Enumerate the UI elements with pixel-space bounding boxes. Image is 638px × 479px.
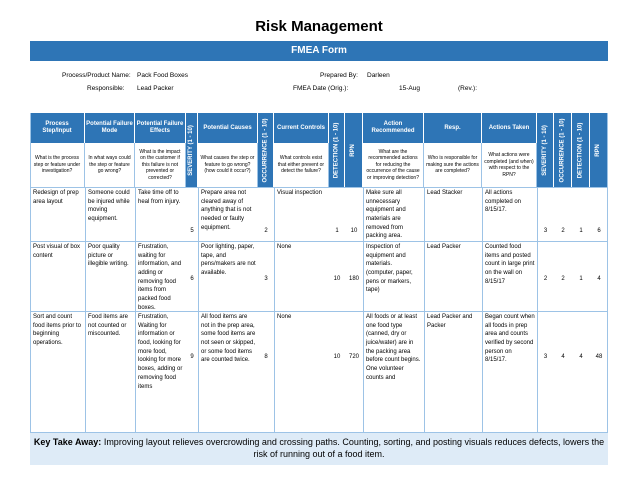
prepared-label: Prepared By: — [320, 72, 358, 79]
row1-mode: Someone could be injured while moving equipment. — [88, 190, 130, 223]
desc-failure-mode: In what ways could the step or feature go wrong? — [85, 143, 135, 187]
row2-resp: Lead Packer — [427, 244, 461, 250]
prepared-value: Darleen — [367, 72, 390, 79]
desc-action-recommended: What are the recommended actions for reducing the occurrence of the cause or improving detection? — [363, 143, 424, 187]
row3-resp: Lead Packer and Packer — [427, 314, 473, 329]
row2-causes: Poor lighting, paper, tape, and pens/makers are not available. — [201, 244, 256, 277]
row2-controls: None — [277, 244, 292, 250]
header-controls: Current Controls — [274, 113, 329, 143]
row1-occurrence-2: 2 — [561, 228, 565, 234]
row2-rpn-2: 4 — [597, 276, 601, 282]
desc-controls: What controls exist that either prevent or detect the failure? — [274, 143, 329, 187]
header-causes: Potential Causes — [198, 113, 258, 143]
row3-rpn: 720 — [348, 354, 359, 360]
header-actions-taken: Actions Taken — [482, 113, 537, 143]
header-rpn-2: RPN — [590, 113, 608, 187]
row3-effects: Frustration, Waiting for information or food, looking for more food, looking for more boxes, adding or removing food items — [138, 314, 183, 390]
row1-rpn: 10 — [350, 228, 358, 234]
row3-action: All foods or at least one food type (canned, dry or juice/water) are in the packing area before count begins. One volunteer counts and — [366, 314, 421, 381]
header-severity: SEVERITY (1 - 10) — [186, 113, 198, 187]
header-failure-mode: Potential Failure Mode — [85, 113, 135, 143]
desc-failure-effects: What is the impact on the customer if this failure is not prevented or corrected? — [135, 143, 186, 187]
process-value: Pack Food Boxes — [137, 72, 188, 79]
desc-resp: Who is responsible for making sure the actions are completed? — [424, 143, 482, 187]
key-takeaway-label: Key Take Away: — [33, 437, 102, 447]
row1-rpn-2: 6 — [597, 228, 601, 234]
row3-occurrence: 8 — [264, 354, 268, 360]
row1-severity: 5 — [190, 228, 194, 234]
date-value: 15-Aug — [399, 85, 420, 92]
form-title-band: FMEA Form — [30, 41, 608, 61]
table-border-right — [607, 113, 608, 433]
row1-controls: Visual inspection — [277, 190, 322, 196]
row2-step: Post visual of box content — [33, 244, 81, 259]
process-label: Process/Product Name: — [62, 72, 131, 79]
row3-severity: 9 — [190, 354, 194, 360]
header-occurrence: OCCURRENCE (1 - 10) — [258, 113, 274, 187]
row1-detection: 1 — [335, 228, 339, 234]
header-detection-2: DETECTION (1 - 10) — [572, 113, 590, 187]
row3-mode: Food items are not counted or miscounted. — [88, 314, 129, 338]
header-action-recommended: Action Recommended — [363, 113, 424, 143]
row3-causes: All food items are not in the prep area, some food items are not seen or skipped, or some food items are counted twice. — [201, 314, 256, 364]
row2-effects: Frustration, waiting for information, and adding or removing food items from packed food boxes. — [138, 244, 182, 311]
row2-detection: 10 — [333, 276, 341, 282]
row2-severity: 6 — [190, 276, 194, 282]
responsible-label: Responsible: — [87, 85, 125, 92]
row1-severity-2: 3 — [543, 228, 548, 234]
header-rpn: RPN — [345, 113, 363, 187]
row2-rpn: 180 — [348, 276, 359, 282]
row1-step: Redesign of prep area layout — [33, 190, 79, 205]
row1-actions-taken: All actions completed on 8/15/17. — [485, 190, 522, 214]
row1-action: Make sure all unnecessary equipment and materials are removed from packing area. — [366, 190, 406, 240]
row3-severity-2: 3 — [543, 354, 548, 360]
header-severity-2: SEVERITY (1 - 10) — [537, 113, 554, 187]
desc-actions-taken: What actions were completed (and when) with respect to the RPN? — [482, 143, 537, 187]
row2-mode: Poor quality picture or illegible writing. — [88, 244, 129, 268]
row2-detection-2: 1 — [579, 276, 583, 282]
row2-occurrence: 3 — [264, 276, 268, 282]
row1-causes: Prepare area not cleared away of anything that is not needed or faulty equipment. — [201, 190, 252, 231]
rev-label: (Rev.): — [458, 85, 478, 92]
header-resp: Resp. — [424, 113, 482, 143]
row1-detection-2: 1 — [579, 228, 583, 234]
header-process-step: Process Step/Input — [30, 113, 85, 143]
key-takeaway-box — [30, 433, 608, 465]
desc-process-step: What is the process step or feature under investigation? — [30, 143, 85, 187]
row2-action: Inspection of equipment and materials. (computer, paper, pens or markers, tape) — [366, 244, 413, 294]
key-takeaway-text: Improving layout relieves overcrowding and crossing paths. Counting, sorting, and posting visuals reduces defects, lowers the risk of running out of a food item. — [103, 437, 605, 460]
row3-controls: None — [277, 314, 292, 320]
row2-severity-2: 2 — [543, 276, 548, 282]
header-failure-effects: Potential Failure Effects — [135, 113, 186, 143]
header-occurrence-2: OCCURRENCE (1 - 10) — [554, 113, 572, 187]
row1-resp: Lead Stacker — [427, 190, 463, 196]
row2-occurrence-2: 2 — [561, 276, 565, 282]
row3-detection: 10 — [333, 354, 341, 360]
responsible-value: Lead Packer — [137, 85, 174, 92]
row3-occurrence-2: 4 — [561, 354, 565, 360]
row3-actions-taken: Began count when all foods in prep area and counts verified by second person on 8/15/17. — [485, 314, 535, 364]
row3-step: Sort and count food items prior to beginning operations. — [33, 314, 82, 347]
row2-actions-taken: Counted food items and posted count in large print on the wall on 8/15/17 — [485, 244, 535, 285]
header-detection: DETECTION (1 - 10) — [329, 113, 345, 187]
page-title: Risk Management — [255, 18, 383, 35]
row3-rpn-2: 48 — [595, 354, 603, 360]
desc-causes: What causes the step or feature to go wrong? (how could it occur?) — [198, 143, 258, 187]
row1-occurrence: 2 — [264, 228, 268, 234]
row3-detection-2: 4 — [579, 354, 583, 360]
row1-effects: Take time off to heal from injury. — [138, 190, 181, 205]
col-divider — [537, 187, 538, 432]
date-label: FMEA Date (Orig.): — [293, 85, 349, 92]
